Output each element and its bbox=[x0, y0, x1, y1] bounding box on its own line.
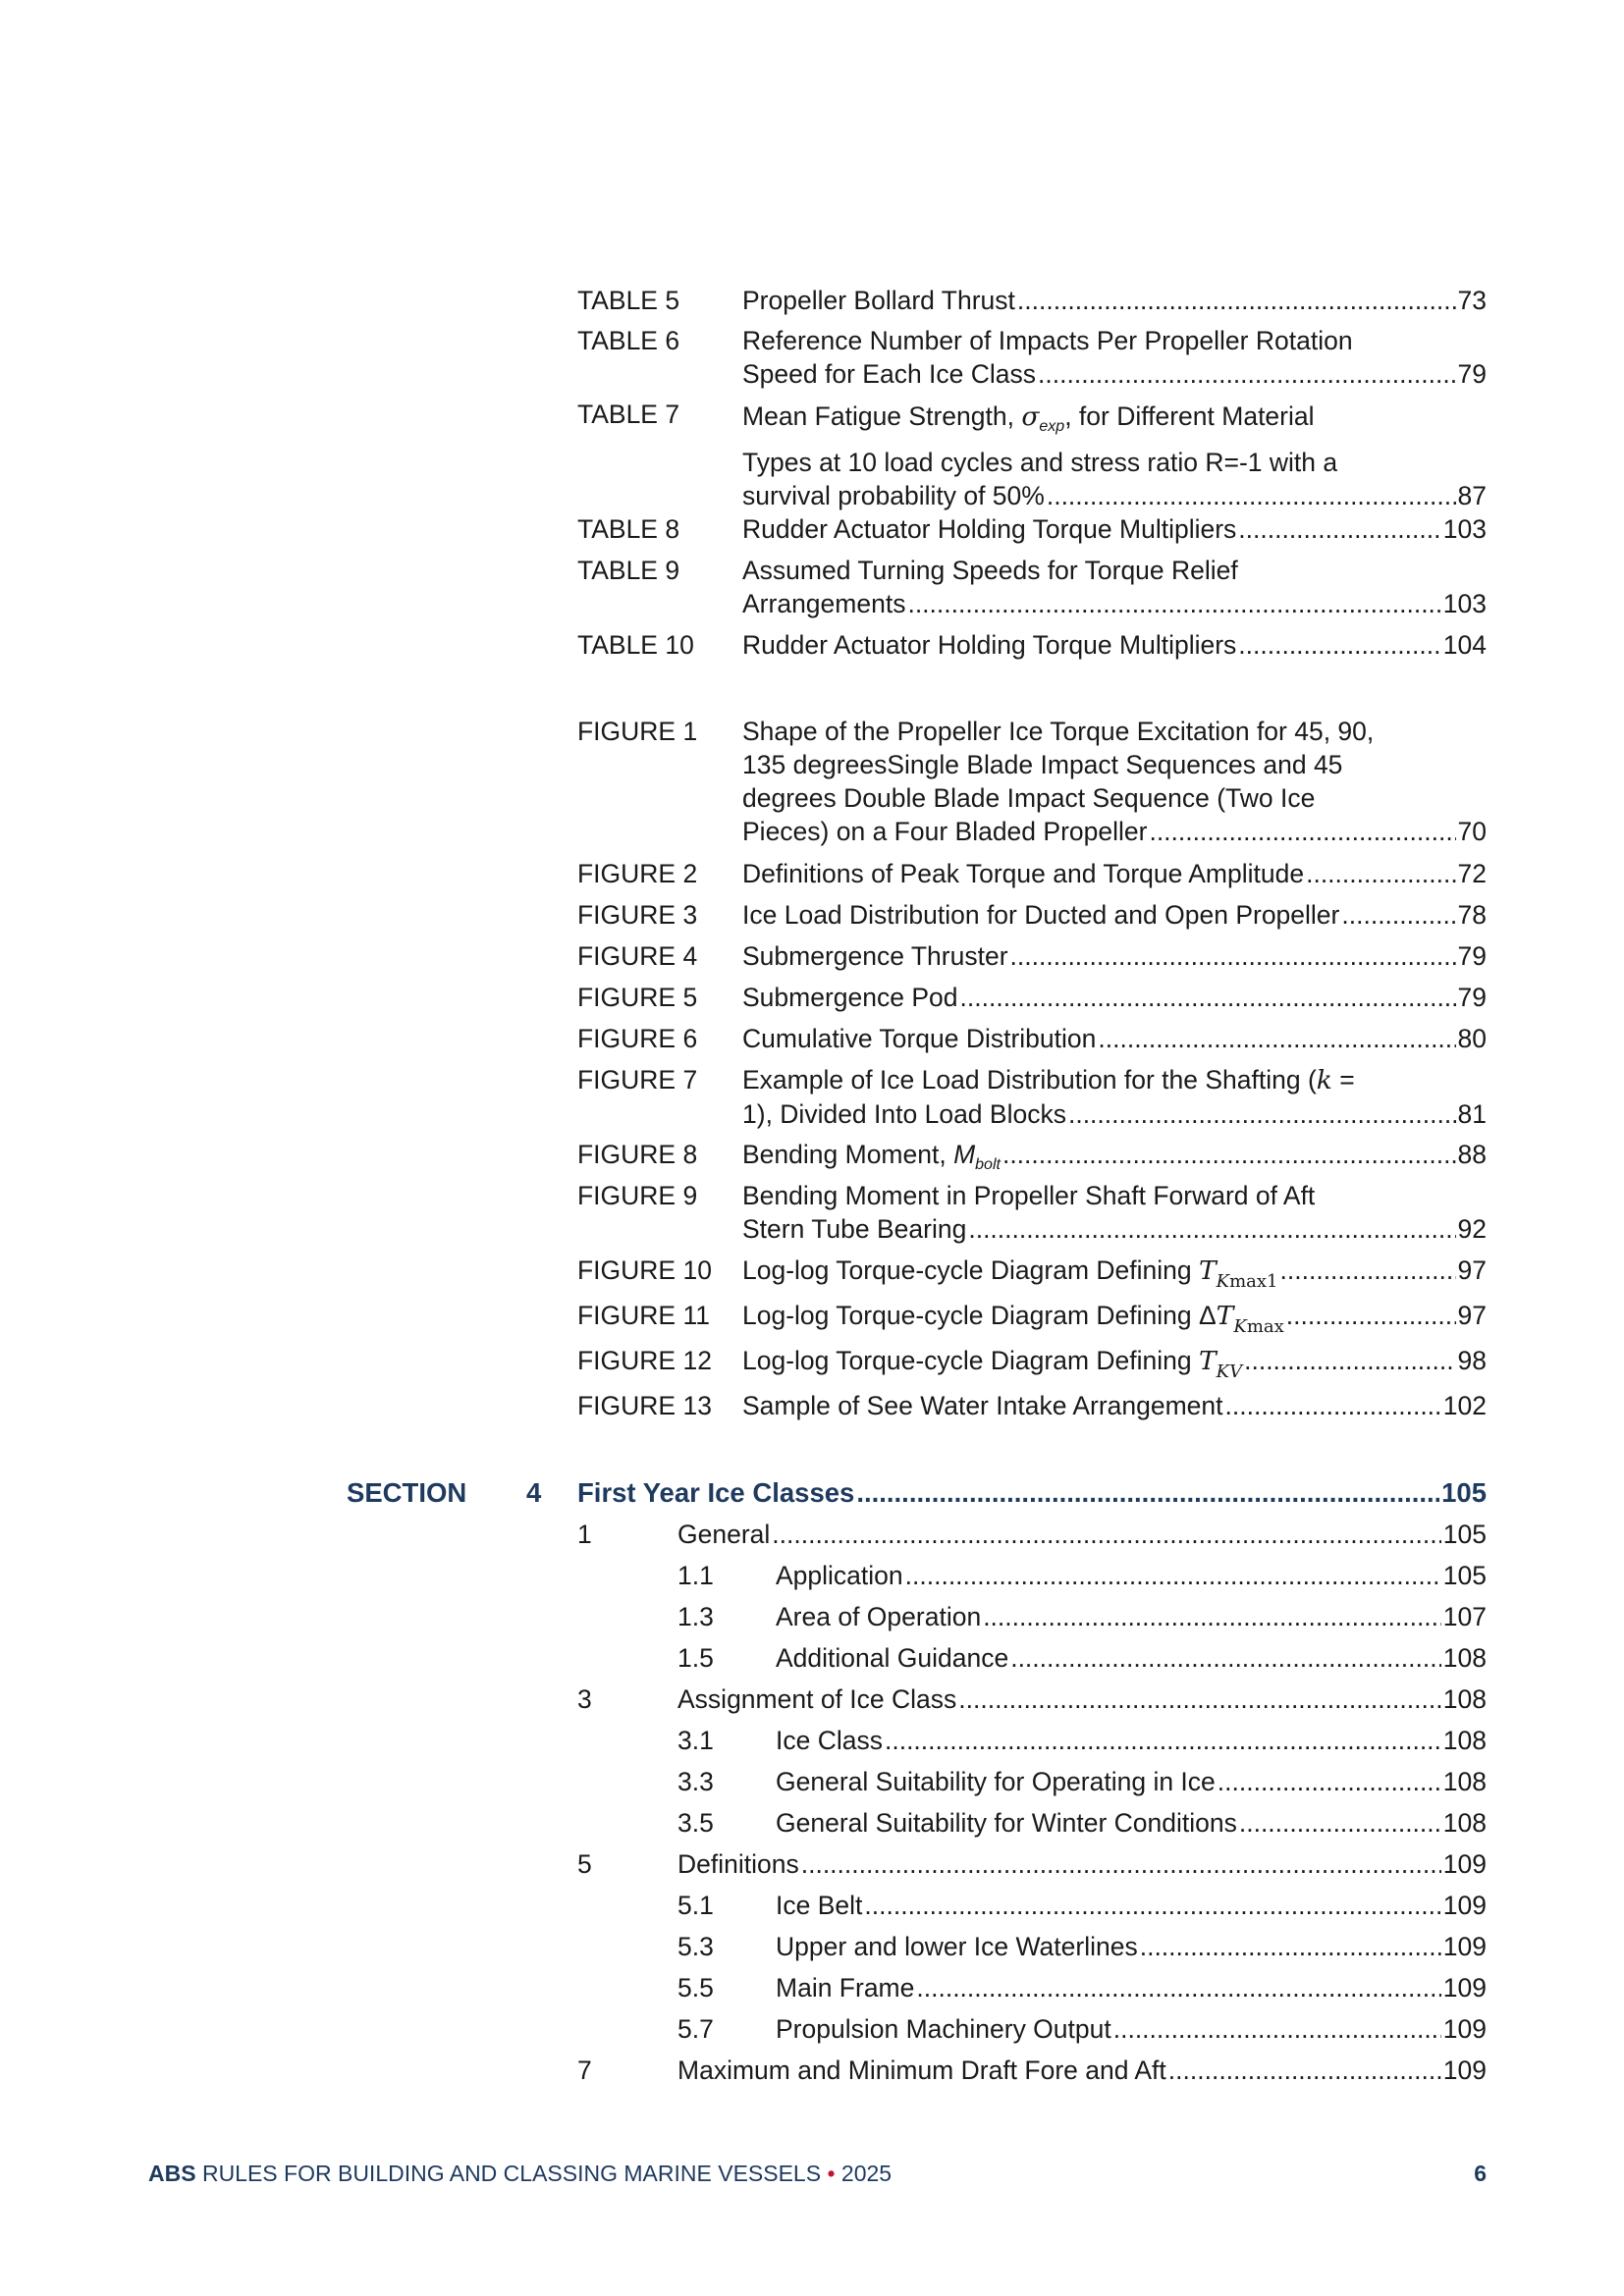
item-page: 105 bbox=[1442, 1561, 1487, 1590]
entry-label: FIGURE 11 bbox=[577, 1301, 710, 1330]
abs-logo-text: ABS bbox=[148, 2161, 196, 2186]
entry-label: FIGURE 1 bbox=[577, 717, 698, 746]
entry-label: TABLE 7 bbox=[577, 400, 680, 429]
entry-page: 79 bbox=[1457, 359, 1487, 389]
item-page: 109 bbox=[1442, 1849, 1487, 1879]
item-page: 109 bbox=[1442, 1932, 1487, 1961]
item-page: 109 bbox=[1442, 2056, 1487, 2085]
item-page: 109 bbox=[1442, 2014, 1487, 2044]
item-page: 109 bbox=[1442, 1891, 1487, 1920]
entry-page: 102 bbox=[1442, 1391, 1487, 1420]
entry-title: Log-log Torque-cycle Diagram Defining bbox=[742, 1255, 1199, 1285]
item-page: 105 bbox=[1442, 1520, 1487, 1549]
t-symbol: T bbox=[1198, 1255, 1217, 1286]
entry-title-line: Reference Number of Impacts Per Propeller Rotation bbox=[742, 326, 1353, 355]
entry-label: TABLE 8 bbox=[577, 514, 680, 544]
item-page: 108 bbox=[1442, 1767, 1487, 1796]
item-page: 108 bbox=[1442, 1643, 1487, 1673]
item-title: Maximum and Minimum Draft Fore and Aft bbox=[677, 2056, 1166, 2085]
section-page: 105 bbox=[1441, 1477, 1487, 1508]
entry-page: 73 bbox=[1457, 286, 1487, 315]
entry-title: Rudder Actuator Holding Torque Multipliers bbox=[742, 630, 1237, 660]
item-title: Ice Belt bbox=[776, 1891, 863, 1920]
page-footer bbox=[148, 2159, 1487, 2188]
entry-page: 92 bbox=[1457, 1214, 1487, 1244]
k-symbol: k bbox=[1316, 1065, 1332, 1095]
entry-page: 97 bbox=[1457, 1301, 1487, 1330]
section-word: SECTION bbox=[347, 1477, 467, 1508]
page-number: 6 bbox=[1474, 2161, 1487, 2186]
item-title: Area of Operation bbox=[776, 1602, 982, 1631]
t-symbol: T bbox=[1216, 1301, 1234, 1331]
item-number: 5.3 bbox=[677, 1932, 714, 1961]
entry-page: 79 bbox=[1457, 983, 1487, 1012]
item-title: General Suitability for Operating in Ice bbox=[776, 1767, 1216, 1796]
item-number: 5.5 bbox=[677, 1973, 714, 2002]
entry-title: Definitions of Peak Torque and Torque Amplitude bbox=[742, 859, 1305, 888]
entry-page: 80 bbox=[1457, 1024, 1487, 1053]
entry-page: 103 bbox=[1442, 589, 1487, 618]
item-number: 3.1 bbox=[677, 1726, 714, 1755]
item-title: General Suitability for Winter Conditions bbox=[776, 1808, 1237, 1838]
entry-label: FIGURE 12 bbox=[577, 1346, 712, 1375]
entry-label: FIGURE 9 bbox=[577, 1181, 698, 1210]
item-number: 3.5 bbox=[677, 1808, 714, 1838]
footer-year: 2025 bbox=[840, 2161, 893, 2186]
item-page: 108 bbox=[1442, 1808, 1487, 1838]
item-title: Assignment of Ice Class bbox=[677, 1684, 957, 1714]
entry-title: Propeller Bollard Thrust bbox=[742, 286, 1015, 315]
m-symbol: M bbox=[953, 1140, 976, 1169]
item-title: Definitions bbox=[677, 1849, 799, 1879]
entry-title: Pieces) on a Four Bladed Propeller bbox=[742, 817, 1148, 846]
item-title: Propulsion Machinery Output bbox=[776, 2014, 1111, 2044]
item-page: 108 bbox=[1442, 1684, 1487, 1714]
section-number: 4 bbox=[526, 1477, 542, 1508]
entry-page: 103 bbox=[1442, 514, 1487, 544]
entry-title: Submergence Thruster bbox=[742, 941, 1008, 971]
item-title: Ice Class bbox=[776, 1726, 883, 1755]
item-title: Main Frame bbox=[776, 1973, 915, 2002]
entry-label: FIGURE 4 bbox=[577, 941, 698, 971]
entry-title: 1), Divided Into Load Blocks bbox=[742, 1099, 1066, 1129]
entry-page: 81 bbox=[1457, 1099, 1487, 1129]
item-number: 3.3 bbox=[677, 1767, 714, 1796]
entry-label: FIGURE 10 bbox=[577, 1255, 712, 1285]
item-number: 1.5 bbox=[677, 1643, 714, 1673]
entry-label: TABLE 9 bbox=[577, 556, 680, 585]
entry-title: Stern Tube Bearing bbox=[742, 1214, 967, 1244]
entry-title-line: 135 degreesSingle Blade Impact Sequences and 45 bbox=[742, 750, 1343, 779]
item-title: General bbox=[677, 1520, 771, 1549]
entry-title-line: Bending Moment in Propeller Shaft Forward of Aft bbox=[742, 1181, 1316, 1210]
item-page: 107 bbox=[1442, 1602, 1487, 1631]
entry-label: FIGURE 6 bbox=[577, 1024, 698, 1053]
entry-title-line: Shape of the Propeller Ice Torque Excitation for 45, 90, bbox=[742, 717, 1375, 746]
item-number: 5.1 bbox=[677, 1891, 714, 1920]
item-number: 1.1 bbox=[677, 1561, 714, 1590]
entry-label: TABLE 5 bbox=[577, 286, 680, 315]
item-title: Additional Guidance bbox=[776, 1643, 1009, 1673]
entry-title: survival probability of 50% bbox=[742, 481, 1045, 510]
entry-label: TABLE 10 bbox=[577, 630, 694, 660]
toc-page: TABLE 5 Propeller Bollard Thrust ..... 73 TABLE 6 Reference Number of Impacts Per Propeller Rotation Speed for Each Ice Class ..... 79 TABLE 7 Mean Fatigue Strength, $\sigma_{exp}$, for Different Material Types at 10 load cycles and stress ratio R=-1 with a survival probability of 50% ..... 87 TABLE 8 Rudder Actuator Holding Torque Multipliers ..... 103 TABLE 9 Assumed Turning Speeds for Torque Relief Arrangements ..... 103 TABLE 10 Rudder Actuator Holding Torque Multipliers ..... 104 FIGURE 1 Shape of the Propeller Ice Torque Excitation for 45, 90, 135 degreesSingle Blade Impact Sequences and 45 degrees Double Blade Impact Sequence (Two Ice Pieces) on a Four Bladed Propeller ..... 70 FIGURE 2 Definitions of Peak Torque and Torque Amplitude ..... 72 FIGURE 3 Ice Load Distribution for Ducted and Open Propeller ..... 78 FIGURE 4 Submergence Thruster ..... 79 FIGURE 5 Submergence Pod ..... 79 FIGURE 6 Cumulative Torque Distribution ..... 80 FIGURE 7 Example of Ice Load Distribution for the Shafting (k = 1), Divided Into Load Blocks ..... 81 FIGURE 8 Bending Moment, $M_{bolt}$ ..... 88 FIGURE 9 Bending Moment in Propeller Shaft Forward of Aft Stern Tube Bearing ..... 92 FIGURE 10 Log-log Torque-cycle Diagram Defining $T_{Kmax1}$ ..... 97 FIGURE 11 Log-log Torque-cycle Diagram Defining $\Delta T_{Kmax}$ ..... 97 FIGURE 12 Log-log Torque-cycle Diagram Defining $T_{KV}$ ..... 98 FIGURE 13 Sample of See Water Intake Arrangement ..... 102 SECTION 4 First Year Ice Classes ..... 105 1 General ..... 105 1.1 Application ..... 105 1.3 Area of Operation ..... 107 1.5 Additional Guidance ..... 108 3 Assignment of Ice Class ..... 108 3.1 Ice Class ..... 108 3.3 General Suitability for Operating in Ice ..... 108 3.5 General Suitability for Winter Conditions ..... 108 5 Definitions ..... 109 5.1 Ice Belt ..... 109 5.3 Upper and lower Ice Waterlines ..... 109 5.5 Main Frame ..... 109 5.7 Propulsion Machinery Output ..... 109 7 Maximum and Minimum Draft Fore and Aft ..... 109 ABS RULES FOR BUILDING AND CLASSING MARINE VESSELS • 2025 6 bbox=[0, 0, 1624, 2296]
t-symbol: T bbox=[1198, 1346, 1217, 1376]
entry-label: FIGURE 8 bbox=[577, 1140, 698, 1169]
entry-title-line: Assumed Turning Speeds for Torque Relief bbox=[742, 556, 1238, 585]
entry-label: FIGURE 13 bbox=[577, 1391, 712, 1420]
item-page: 109 bbox=[1442, 1973, 1487, 2002]
entry-label: FIGURE 2 bbox=[577, 859, 698, 888]
entry-page: 70 bbox=[1457, 817, 1487, 846]
entry-title: Rudder Actuator Holding Torque Multipliers bbox=[742, 514, 1237, 544]
entry-page: 78 bbox=[1457, 900, 1487, 930]
entry-title: Cumulative Torque Distribution bbox=[742, 1024, 1097, 1053]
item-number: 3 bbox=[577, 1684, 592, 1714]
entry-title: Sample of See Water Intake Arrangement bbox=[742, 1391, 1223, 1420]
item-number: 1 bbox=[577, 1520, 592, 1549]
entry-title: Log-log Torque-cycle Diagram Defining Δ bbox=[742, 1301, 1217, 1330]
item-number: 5.7 bbox=[677, 2014, 714, 2044]
footer-title: RULES FOR BUILDING AND CLASSING MARINE VESSELS bbox=[201, 2161, 822, 2186]
entry-title: Speed for Each Ice Class bbox=[742, 359, 1037, 389]
sigma-symbol: σ bbox=[1021, 401, 1040, 432]
item-title: Upper and lower Ice Waterlines bbox=[776, 1932, 1138, 1961]
entry-page: 98 bbox=[1457, 1346, 1487, 1375]
entry-title: Submergence Pod bbox=[742, 983, 958, 1012]
entry-title: Ice Load Distribution for Ducted and Open Propeller bbox=[742, 900, 1340, 930]
entry-page: 87 bbox=[1457, 481, 1487, 510]
entry-label: FIGURE 7 bbox=[577, 1065, 698, 1095]
item-number: 7 bbox=[577, 2056, 592, 2085]
entry-page: 97 bbox=[1457, 1255, 1487, 1285]
item-number: 1.3 bbox=[677, 1602, 714, 1631]
item-number: 5 bbox=[577, 1849, 592, 1879]
entry-label: FIGURE 5 bbox=[577, 983, 698, 1012]
entry-page: 79 bbox=[1457, 941, 1487, 971]
entry-title: Bending Moment, bbox=[742, 1140, 954, 1169]
entry-page: 104 bbox=[1442, 630, 1487, 660]
footer-bullet: • bbox=[827, 2161, 836, 2186]
entry-page: 72 bbox=[1457, 859, 1487, 888]
entry-title: Log-log Torque-cycle Diagram Defining bbox=[742, 1346, 1199, 1375]
item-page: 108 bbox=[1442, 1726, 1487, 1755]
section-title: First Year Ice Classes bbox=[577, 1477, 855, 1508]
entry-label: TABLE 6 bbox=[577, 326, 680, 355]
item-title: Application bbox=[776, 1561, 903, 1590]
entry-page: 88 bbox=[1457, 1140, 1487, 1169]
entry-title-line: degrees Double Blade Impact Sequence (Two Ice bbox=[742, 783, 1316, 813]
entry-title: Arrangements bbox=[742, 589, 906, 618]
entry-title-line: Types at 10 load cycles and stress ratio R=-1 with a bbox=[742, 448, 1338, 477]
entry-label: FIGURE 3 bbox=[577, 900, 698, 930]
